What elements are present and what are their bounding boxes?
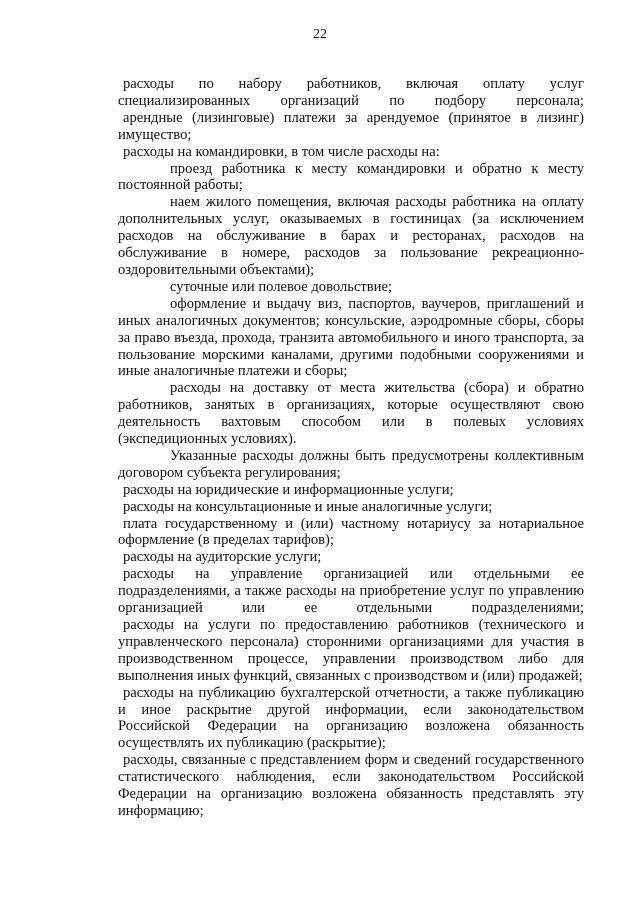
- paragraph-notary-fees: плата государственному и (или) частному нотариусу за нотариальное оформление (в пределах тарифов);: [118, 515, 584, 549]
- paragraph-audit-services: расходы на аудиторские услуги;: [123, 549, 322, 566]
- page-number: 22: [313, 27, 327, 42]
- paragraph-daily-allowance: суточные или полевое довольствие;: [170, 278, 393, 295]
- paragraph-rotation-delivery: расходы на доставку от места жительства (сбора) и обратно работников, занятых в организациях, которые осуществляют свою деятельность вахтовым способом или в полевых условиях (экспедиционных условиях).: [118, 380, 584, 448]
- paragraph-management-costs: расходы на управление организацией или отдельными ее подразделениями, а также расходы на приобретение услуг по управлению организацией или ее отдельными подразделениями;: [118, 566, 584, 617]
- paragraph-statistical-reporting: расходы, связанные с представлением форм и сведений государственного статистического наблюдения, если законодательством Российской Федерации на организацию возложена обязанность представлять эту информацию;: [118, 752, 584, 819]
- document-body: [118, 76, 584, 820]
- paragraph-recruitment-costs: расходы по набору работников, включая оплату услуг специализированных организаций по подбору персонала;: [118, 76, 584, 109]
- paragraph-travel: проезд работника к месту командировки и обратно к месту постоянной работы;: [118, 160, 584, 194]
- paragraph-publication-costs: расходы на публикацию бухгалтерской отчетности, а также публикацию и иное раскрытие другой информации, если законодательством Российской Федерации на организацию возложена обязанность осуществлять их публикацию (раскрытие);: [118, 684, 584, 752]
- paragraph-business-trips: расходы на командировки, в том числе расходы на:: [123, 143, 440, 160]
- paragraph-consulting-services: расходы на консультационные и иные аналогичные услуги;: [123, 498, 493, 515]
- paragraph-staffing-services: расходы на услуги по предоставлению работников (технического и управленческого персонала) сторонними организациями для участия в производственном процессе, управлении производством либо для выполнения иных функций, связанных с производством и (или) продажей;: [118, 617, 584, 684]
- paragraph-visas-fees: оформление и выдачу виз, паспортов, ваучеров, приглашений и иных аналогичных документов; консульские, аэродромные сборы, сборы за право въезда, прохода, транзита автомобильного и иного транспорта, за пользование морскими каналами, другими подобными сооружениями и иные аналогичные платежи и сборы;: [118, 295, 584, 380]
- paragraph-collective-agreement: Указанные расходы должны быть предусмотрены коллективным договором субъекта регулирования;: [118, 447, 584, 481]
- paragraph-legal-services: расходы на юридические и информационные услуги;: [123, 481, 454, 498]
- paragraph-leasing-payments: арендные (лизинговые) платежи за арендуемое (принятое в лизинг) имущество;: [118, 109, 584, 143]
- paragraph-accommodation: наем жилого помещения, включая расходы работника на оплату дополнительных услуг, оказываемых в гостиницах (за исключением расходов на обслуживание в барах и ресторанах, расходов на обслуживание в номере, расходов за пользование рекреационно-оздоровительными объектами);: [118, 194, 584, 278]
